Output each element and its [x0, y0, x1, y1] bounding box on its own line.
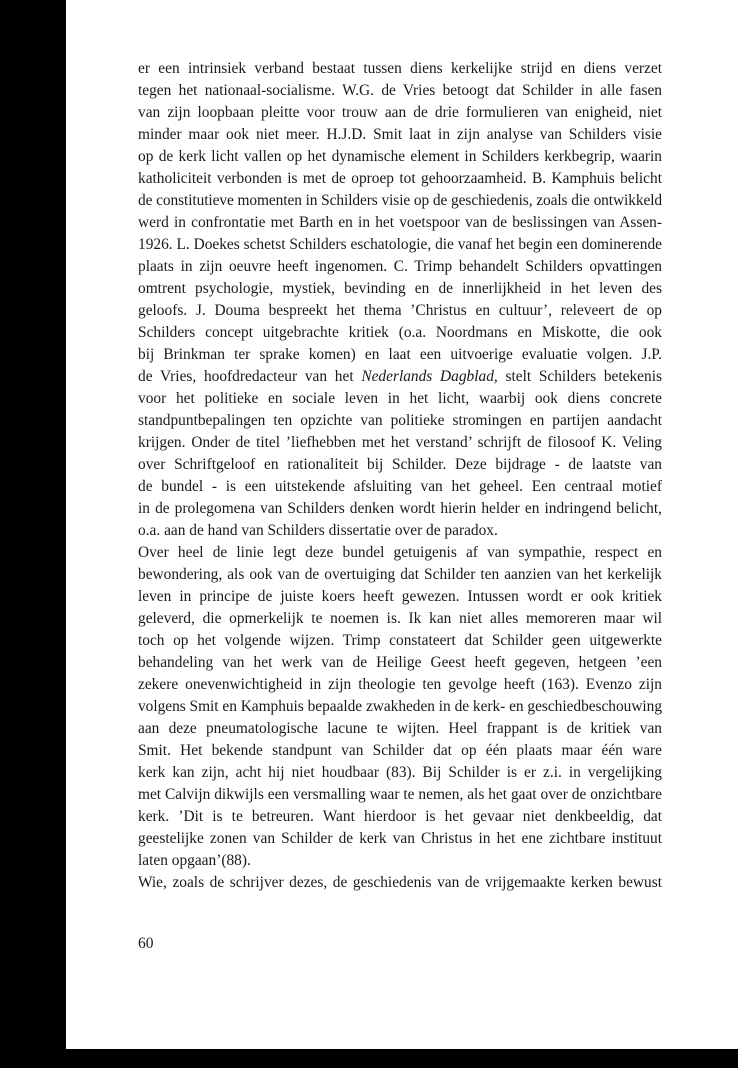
text-line: voor het politieke en sociale leven in het licht, waarbij ook diens concrete — [138, 390, 662, 407]
text-line: o.a. aan de hand van Schilders dissertatie over de paradox. — [138, 522, 498, 539]
text-line: de bundel - is een uitstekende afsluiting van het geheel. Een centraal motief — [138, 478, 662, 495]
text-line: leven in principe de juiste koers heeft gewezen. Intussen wordt er ook kritiek — [138, 588, 662, 605]
text-line: de Vries, hoofdredacteur van het Nederlands Dagblad, stelt Schilders betekenis — [138, 368, 662, 385]
text-line: met Calvijn dikwijls een versmalling waar te nemen, als het gaat over de onzichtbare — [138, 786, 662, 803]
text-line: Schilders concept uitgebrachte kritiek (o.a. Noordmans en Miskotte, die ook — [138, 324, 662, 341]
text-line: geleverd, die opmerkelijk te noemen is. Ik kan niet alles memoreren maar wil — [138, 610, 662, 627]
scan-left-edge — [0, 0, 66, 1068]
text-line: toch op het volgende wijzen. Trimp constateert dat Schilder geen uitgewerkte — [138, 632, 662, 649]
text-line: aan deze pneumatologische lacune te wijten. Heel frappant is de kritiek van — [138, 720, 662, 737]
text-line: van zijn loopbaan pleitte voor trouw aan de drie formulieren van enigheid, niet — [138, 104, 662, 121]
scan-bottom-edge — [0, 1049, 738, 1068]
page-number: 60 — [138, 935, 154, 952]
text-line: kerk. ’Dit is te betreuren. Want hierdoor is het gevaar niet denkbeeldig, dat — [138, 808, 662, 825]
text-line: krijgen. Onder de titel ’liefhebben met het verstand’ schrijft de filosoof K. Veling — [138, 434, 662, 451]
text-line: omtrent psychologie, mystiek, bevinding en de innerlijkheid in het leven des — [138, 280, 662, 297]
text-line: minder maar ook niet meer. H.J.D. Smit laat in zijn analyse van Schilders visie — [138, 126, 662, 143]
body-text — [138, 58, 662, 894]
text-line: laten opgaan’(88). — [138, 852, 251, 869]
text-line: geestelijke zonen van Schilder de kerk van Christus in het ene zichtbare instituut — [138, 830, 662, 847]
text-line: plaats in zijn oeuvre heeft ingenomen. C. Trimp behandelt Schilders opvattingen — [138, 258, 662, 275]
text-line: volgens Smit en Kamphuis bepaalde zwakheden in de kerk- en geschiedbeschouwing — [138, 698, 662, 715]
text-line: Wie, zoals de schrijver dezes, de geschiedenis van de vrijgemaakte kerken bewust — [138, 874, 662, 891]
text-line: in de prolegomena van Schilders denken wordt hierin helder en indringend belicht, — [138, 500, 662, 517]
text-line: kerk kan zijn, acht hij niet houdbaar (83). Bij Schilder is er z.i. in vergelijking — [138, 764, 662, 781]
text-line: werd in confrontatie met Barth en in het voetspoor van de beslissingen van Assen- — [138, 214, 662, 231]
text-line: katholiciteit verbonden is met de oproep tot gehoorzaamheid. B. Kamphuis belicht — [138, 170, 662, 187]
text-line: er een intrinsiek verband bestaat tussen diens kerkelijke strijd en diens verzet — [138, 60, 662, 77]
text-line: Over heel de linie legt deze bundel getuigenis af van sympathie, respect en — [138, 544, 662, 561]
text-line: de constitutieve momenten in Schilders visie op de geschiedenis, zoals die ontwikkeld — [138, 192, 662, 209]
text-line: Smit. Het bekende standpunt van Schilder dat op één plaats maar één ware — [138, 742, 662, 759]
text-line: tegen het nationaal-socialisme. W.G. de Vries betoogt dat Schilder in alle fasen — [138, 82, 662, 99]
text-line: zekere onevenwichtigheid in zijn theologie ten gevolge heeft (163). Evenzo zijn — [138, 676, 662, 693]
text-line: bij Brinkman ter sprake komen) en laat een uitvoerige evaluatie volgen. J.P. — [138, 346, 662, 363]
text-line: standpuntbepalingen ten opzichte van politieke stromingen en partijen aandacht — [138, 412, 662, 429]
text-line: behandeling van het werk van de Heilige Geest heeft gegeven, hetgeen ’een — [138, 654, 662, 671]
text-line: bewondering, als ook van de overtuiging dat Schilder ten aanzien van het kerkelijk — [138, 566, 662, 583]
text-line: 1926. L. Doekes schetst Schilders eschatologie, die vanaf het begin een dominerende — [138, 236, 662, 253]
text-line: over Schriftgeloof en rationaliteit bij Schilder. Deze bijdrage - de laatste van — [138, 456, 662, 473]
text-line: op de kerk licht vallen op het dynamische element in Schilders kerkbegrip, waarin — [138, 148, 662, 165]
text-line: geloofs. J. Douma bespreekt het thema ’Christus en cultuur’, releveert de op — [138, 302, 662, 319]
